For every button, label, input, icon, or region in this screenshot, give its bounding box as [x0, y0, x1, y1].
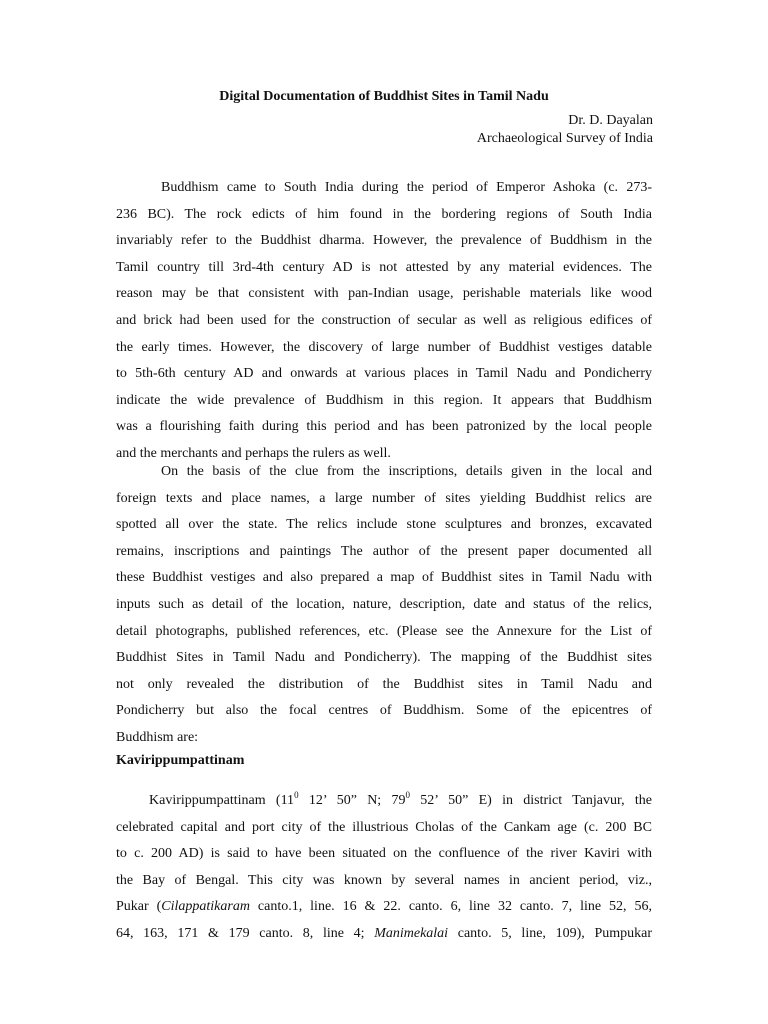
text-line — [116, 894, 652, 921]
text-line: these Buddhist vestiges and also prepared a map of Buddhist sites in Tamil Nadu with — [116, 570, 652, 586]
text-line: and brick had been used for the construction of secular as well as religious edifices of — [116, 312, 652, 328]
italic-title: Cilappatikaram — [161, 899, 250, 915]
document-title: Digital Documentation of Buddhist Sites in Tamil Nadu — [219, 89, 549, 104]
text-line: indicate the wide prevalence of Buddhism in this region. It appears that Buddhism — [116, 392, 652, 408]
italic-title: Manimekalai — [374, 925, 449, 941]
text-fragment: Pukar ( — [116, 899, 162, 915]
text-line: 236 BC). The rock edicts of him found in the bordering regions of South India — [116, 206, 652, 222]
text-line: foreign texts and place names, a large number of sites yielding Buddhist relics are — [116, 490, 652, 506]
text-line: invariably refer to the Buddhist dharma. However, the prevalence of Buddhism in the — [116, 233, 652, 249]
paragraph-kavirippumpattinam — [116, 788, 652, 948]
text-line: the Bay of Bengal. This city was known by several names in ancient period, viz., — [116, 872, 652, 888]
text-line: Buddhist Sites in Tamil Nadu and Pondicherry). The mapping of the Buddhist sites — [116, 650, 652, 666]
text-line: On the basis of the clue from the inscriptions, details given in the local and — [161, 464, 652, 479]
degree-superscript: 0 — [294, 790, 299, 800]
text-line: the early times. However, the discovery of large number of Buddhist vestiges datable — [116, 339, 652, 355]
text-fragment: canto.1, line. 16 & 22. canto. 6, line 32 canto. 7, line 52, 56, — [249, 899, 653, 915]
text-fragment: 64, 163, 171 & 179 canto. 8, line 4; — [116, 925, 375, 941]
text-fragment: 12’ 50” N; 79 — [298, 793, 406, 808]
text-line: and the merchants and perhaps the rulers as well. — [116, 445, 391, 461]
text-line: remains, inscriptions and paintings The author of the present paper documented all — [116, 543, 652, 559]
text-fragment: 52’ 50” E) in district Tanjavur, the — [409, 793, 652, 808]
text-line — [116, 921, 652, 948]
text-line: Pondicherry but also the focal centres of Buddhism. Some of the epicentres of — [116, 703, 652, 719]
text-line: inputs such as detail of the location, nature, description, date and status of the relics, — [116, 596, 652, 612]
degree-superscript: 0 — [405, 790, 410, 800]
paragraph-documentation — [116, 459, 652, 752]
section-heading: Kavirippumpattinam — [116, 753, 245, 768]
text-line: to c. 200 AD) is said to have been situated on the confluence of the river Kaviri with — [116, 846, 652, 862]
text-line: to 5th-6th century AD and onwards at various places in Tamil Nadu and Pondicherry — [116, 366, 652, 382]
text-line: Buddhism are: — [116, 729, 199, 745]
text-line: reason may be that consistent with pan-Indian usage, perishable materials like wood — [116, 286, 652, 302]
text-line: was a flourishing faith during this period and has been patronized by the local people — [116, 419, 652, 435]
paragraph-intro — [116, 175, 652, 468]
text-line: celebrated capital and port city of the illustrious Cholas of the Cankam age (c. 200 BC — [116, 819, 652, 835]
text-line: detail photographs, published references, etc. (Please see the Annexure for the List of — [116, 623, 652, 639]
author-affiliation: Archaeological Survey of India — [476, 131, 653, 146]
text-line: not only revealed the distribution of the Buddhist sites in Tamil Nadu and — [116, 676, 652, 692]
text-line: spotted all over the state. The relics include stone sculptures and bronzes, excavated — [116, 517, 652, 533]
text-fragment: Kavirippumpattinam (11 — [149, 793, 295, 808]
text-line: Buddhism came to South India during the period of Emperor Ashoka (c. 273- — [161, 180, 652, 195]
text-line — [116, 788, 652, 815]
text-fragment: canto. 5, line, 109), Pumpukar — [448, 925, 652, 941]
text-line: Tamil country till 3rd-4th century AD is not attested by any material evidences. The — [116, 259, 652, 275]
author-name: Dr. D. Dayalan — [568, 113, 653, 128]
